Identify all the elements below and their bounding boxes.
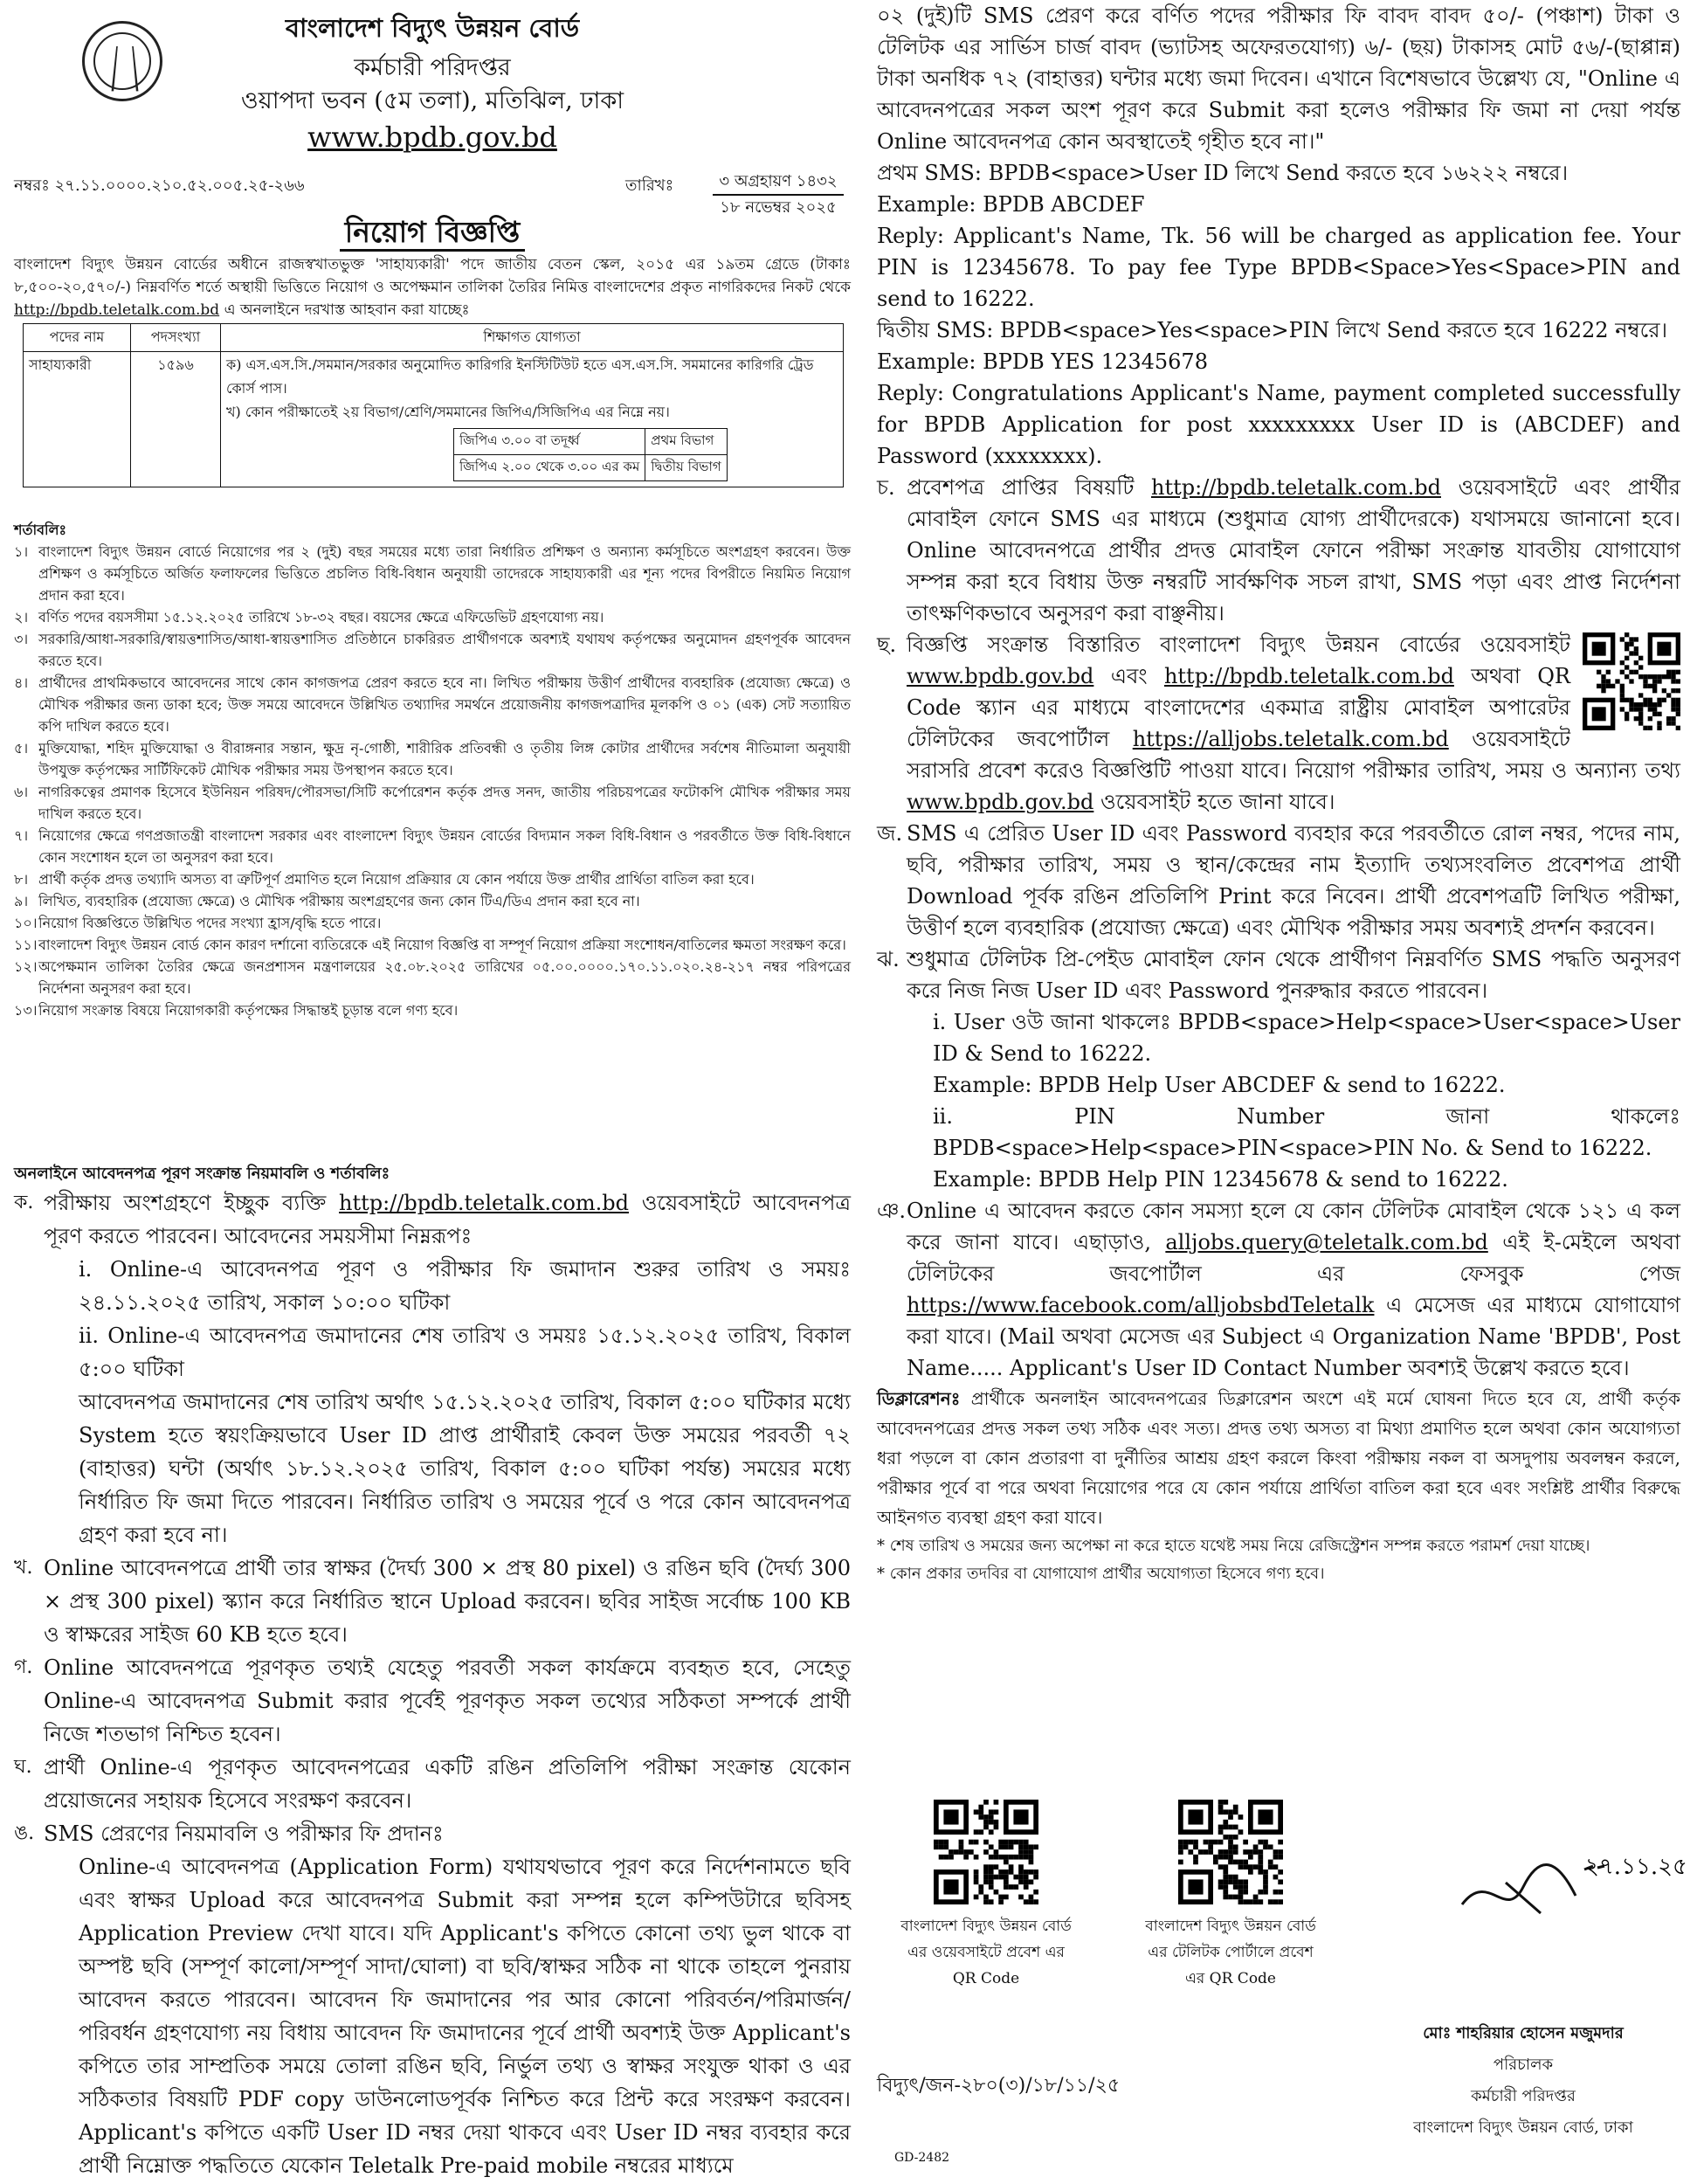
condition-number: ৬। bbox=[14, 784, 29, 800]
sms-second: দ্বিতীয় SMS: BPDB<space>Yes<space>PIN লিখে Send করতে হবে 16222 নম্বরে। bbox=[877, 318, 1668, 342]
sms-example-1: Example: BPDB ABCDEF bbox=[877, 192, 1145, 217]
condition-text: বর্ণিত পদের বয়সসীমা ১৫.১২.২০২৫ তারিখে ১৮-৩২ বছর। বয়সের ক্ষেত্রে এফিডেভিট গ্রহণযোগ্য নয়। bbox=[38, 609, 604, 625]
condition-text: সরকারি/আধা-সরকারি/স্বায়ত্তশাসিত/আধা-স্বায়ত্তশাসিত প্রতিষ্ঠানে চাকরিরত প্রার্থীগণকে অবশ্যই যথাযথ কর্তৃপক্ষের অনুমোদন গ্রহণপূর্বক আবেদন করতে হবে। bbox=[38, 631, 851, 669]
facebook-link[interactable]: https://www.facebook.com/alljobsbdTeletalk bbox=[907, 1293, 1375, 1317]
signatory-org: বাংলাদেশ বিদ্যুৎ উন্নয়ন বোর্ড, ঢাকা bbox=[1413, 2118, 1633, 2137]
declaration: ডিক্লারেশনঃ প্রার্থীকে অনলাইন আবেদনপত্রের ডিক্লারেশন অংশে এই মর্মে ঘোষনা দিতে হবে যে, প্রার্থী কর্তৃক আবেদনপত্রের প্রদত্ত সকল তথ্য সঠিক এবং সত্য। প্রদত্ত তথ্য অসত্য বা মিথ্যা প্রমাণিত হলে অথবা কোন অযোগ্যতা ধরা পড়লে বা কোন প্রতারণা বা দুর্নীতির আশ্রয় গ্রহণ করলে কিংবা পরীক্ষায় নকল বা অসদুপায় অবলম্বন করলে, পরীক্ষার পূর্বে বা পরে অথবা নিয়োগের পরে যে কোন পর্যায়ে প্রার্থিতা বাতিল করা হবে এবং সংশ্লিষ্ট প্রার্থীর বিরুদ্ধে আইনগত ব্যবস্থা গ্রহণ করা যাবে। bbox=[877, 1388, 1681, 1528]
rule-gha: ঘ. প্রার্থী Online-এ পূরণকৃত আবেদনপত্রের একটি রঙিন প্রতিলিপি পরীক্ষা সংক্রান্ত যেকোন প্রয়োজনের সহায়ক হিসেবে সংরক্ষণ করবেন। bbox=[14, 1755, 851, 1813]
ref-number: নম্বরঃ ২৭.১১.০০০০.২১০.৫২.০০৫.২৫-২৬৬ bbox=[14, 176, 305, 195]
application-rules bbox=[14, 1162, 851, 2182]
conditions-list bbox=[14, 541, 851, 1021]
dept-name: কর্মচারী পরিদপ্তর bbox=[354, 54, 511, 81]
qualification-b: খ) কোন পরীক্ষাতেই ২য় বিভাগ/শ্রেণি/সমমানের জিপিএ/সিজিপিএ এর নিম্নে নয়। bbox=[226, 404, 670, 420]
condition-item bbox=[14, 781, 851, 825]
end-date: ii. Online-এ আবেদনপত্র জমাদানের শেষ তারিখ ও সময়ঃ ১৫.১২.২০২৫ তারিখ, বিকাল ৫:০০ ঘটিকা bbox=[79, 1324, 851, 1381]
condition-number: ৪। bbox=[14, 674, 29, 691]
bpdb-website-qr: বাংলাদেশ বিদ্যুৎ উন্নয়ন বোর্ড এর ওয়েবসাইটে প্রবেশ এর QR Code bbox=[877, 1800, 1095, 1992]
condition-text: নিয়োগ সংক্রান্ত বিষয়ে নিয়োগকারী কর্তৃপক্ষের সিদ্ধান্তই চূড়ান্ত বলে গণ্য হবে। bbox=[38, 1002, 459, 1019]
condition-number: ১। bbox=[14, 543, 29, 560]
grade-row: জিপিএ ২.০০ থেকে ৩.০০ এর কম দ্বিতীয় বিভাগ bbox=[454, 455, 728, 481]
condition-number: ১২। bbox=[14, 958, 38, 975]
date-english: ১৮ নভেম্বর ২০২৫ bbox=[720, 198, 837, 217]
condition-item bbox=[14, 672, 851, 737]
header-count: পদসংখ্যা bbox=[131, 324, 221, 352]
sms-reply-2: Reply: Congratulations Applicant's Name, payment completed successfully for BPDB Application for post xxxxxxxxx User ID is (ABCDEF) and Password (xxxxxxxx). bbox=[877, 381, 1680, 468]
condition-item bbox=[14, 606, 851, 628]
qr-code-icon bbox=[934, 1800, 1038, 1904]
header-post: পদের নাম bbox=[24, 324, 131, 352]
condition-item bbox=[14, 541, 851, 606]
condition-text: প্রার্থী কর্তৃক প্রদত্ত তথ্যাদি অসত্য বা ত্রুটিপূর্ণ প্রমাণিত হলে নিয়োগ প্রক্রিয়ার যে কোন পর্যায়ে উক্ত প্রার্থীর প্রার্থিতা বাতিল করা হবে। bbox=[38, 871, 755, 888]
date-label: তারিখঃ bbox=[625, 176, 674, 195]
rule-kha: খ. Online আবেদনপত্রে প্রার্থী তার স্বাক্ষর (দৈর্ঘ্য 300 × প্রস্থ 80 pixel) ও রঙিন ছবি (দৈর্ঘ্য 300 × প্রস্থ 300 pixel) স্ক্যান করে নির্ধারিত স্থানে Upload করবেন। ছবির সাইজ সর্বোচ্চ 100 KB ও স্বাক্ষরের সাইজ 60 KB হতে হবে। bbox=[14, 1556, 851, 1647]
rules-heading: অনলাইনে আবেদনপত্র পূরণ সংক্রান্ত নিয়মাবলি ও শর্তাবলিঃ bbox=[14, 1165, 390, 1183]
grade-row: জিপিএ ৩.০০ বা তদূর্ধ্ব প্রথম বিভাগ bbox=[454, 429, 728, 455]
condition-text: অপেক্ষমান তালিকা তৈরির ক্ষেত্রে জনপ্রশাসন মন্ত্রণালয়ের ২৫.০৮.২০২৫ তারিখের ০৫.০০.০০০০.১৭০.১১.০২০.২৪-২১৭ নম্বর পরিপত্রের নির্দেশনা অনুসরণ করা হবে। bbox=[38, 958, 851, 997]
condition-text: নাগরিকত্বের প্রমাণক হিসেবে ইউনিয়ন পরিষদ/পৌরসভা/সিটি কর্পোরেশন কর্তৃক প্রদত্ত সনদ, জাতীয় পরিচয়পত্রের ফটোকপি মৌখিক পরীক্ষার সময় দাখিল করতে হবে। bbox=[38, 784, 851, 822]
rule-nya: ঞ. Online এ আবেদন করতে কোন সমস্যা হলে যে কোন টেলিটক মোবাইল থেকে ১২১ এ কল করে জানা যাবে। এছাড়াও, alljobs.query@teletalk.com.bd এই ই-মেইলে অথবা টেলিটকের জবপোর্টাল এর ফেসবুক পেজ https://www.facebook.com/alljobsbdTeletalk এ মেসেজ এর মাধ্যমে যোগাযোগ করা যাবে। (Mail অথবা মেসেজ এর Subject এ Organization Name 'BPDB', Post Name..... Applicant's User ID Contact Number অবশ্যই উল্লেখ করতে হবে। bbox=[877, 1199, 1680, 1380]
condition-text: নিয়োগ বিজ্ঞপ্তিতে উল্লিখিত পদের সংখ্যা হ্রাস/বৃদ্ধি হতে পারে। bbox=[38, 915, 382, 931]
start-date: i. Online-এ আবেদনপত্র পূরণ ও পরীক্ষার ফি জমাদান শুরুর তারিখ ও সময়ঃ ২৪.১১.২০২৫ তারিখ, সকাল ১০:০০ ঘটিকা bbox=[79, 1257, 851, 1315]
teletalk-portal-qr: বাংলাদেশ বিদ্যুৎ উন্নয়ন বোর্ড এর টেলিটক পোর্টালে প্রবেশ এর QR Code bbox=[1121, 1800, 1340, 1992]
signature-date: ২৭.১১.২৫ bbox=[1584, 1854, 1687, 1880]
rule-chha: ছ. বিজ্ঞপ্তি সংক্রান্ত বিস্তারিত বাংলাদেশ বিদ্যুৎ উন্নয়ন বোর্ডের ওয়েবসাইট www.bpdb.gov.bd এবং http://bpdb.teletalk.com.bd অথবা QR Code স্ক্যান এর মাধ্যমে বাংলাদেশের একমাত্র রাষ্ট্রীয় মোবাইল অপারেটর টেলিটকের জবপোর্টাল https://alljobs.teletalk.com.bd ওয়েবসাইটে সরাসরি প্রবেশ করেও বিজ্ঞপ্তিটি পাওয়া যাবে। নিয়োগ পরীক্ষার তারিখ, সময় ও অন্যান্য তথ্য www.bpdb.gov.bd ওয়েবসাইট হতে জানা যাবে। bbox=[877, 632, 1680, 814]
header-qualification: শিক্ষাগত যোগ্যতা bbox=[221, 324, 844, 352]
signature bbox=[1453, 1843, 1687, 1922]
memo-number: বিদ্যুৎ/জন-২৮০(৩)/১৮/১১/২৫ bbox=[877, 2075, 1121, 2097]
condition-text: নিয়োগের ক্ষেত্রে গণপ্রজাতন্ত্রী বাংলাদেশ সরকার এবং বাংলাদেশ বিদ্যুৎ উন্নয়ন বোর্ডের বিদ্যমান সকল বিধি-বিধান ও পরবর্তীতে উক্ত বিধি-বিধানে কোন সংশোধন হলে তা অনুসরণ করা হবে। bbox=[38, 827, 851, 866]
condition-item bbox=[14, 825, 851, 868]
condition-number: ৩। bbox=[14, 631, 29, 647]
condition-item bbox=[14, 999, 851, 1021]
table-row bbox=[24, 352, 844, 487]
left-column bbox=[14, 0, 851, 2184]
note-1: * শেষ তারিখ ও সময়ের জন্য অপেক্ষা না করে হাতে যথেষ্ট সময় নিয়ে রেজিস্ট্রেশন সম্পন্ন করতে পরামর্শ দেয়া যাচ্ছে। bbox=[877, 1537, 1590, 1555]
note-2: * কোন প্রকার তদবির বা যোগাযোগ প্রার্থীর অযোগ্যতা হিসেবে গণ্য হবে। bbox=[877, 1565, 1325, 1583]
right-column bbox=[877, 0, 1687, 2184]
condition-number: ৫। bbox=[14, 740, 29, 757]
sms-example-2: Example: BPDB YES 12345678 bbox=[877, 349, 1208, 374]
intro-paragraph: বাংলাদেশ বিদ্যুৎ উন্নয়ন বোর্ডের অধীনে রাজস্বখাতভুক্ত 'সাহায্যকারী' পদে জাতীয় বেতন স্কেল, ২০১৫ এর ১৯তম গ্রেডে (টাকাঃ ৮,৫০০-২০,৫৭০/-) নিম্নবর্ণিত শর্তে অস্থায়ী ভিত্তিতে নিয়োগ ও অপেক্ষমান তালিকা তৈরির নিমিত্ত বাংলাদেশের প্রকৃত নাগরিকদের নিকট থেকে http://bpdb.teletalk.com.bd এ অনলাইনে দরখাস্ত আহবান করা যাচ্ছেঃ bbox=[14, 256, 851, 319]
qualification-cell bbox=[221, 352, 844, 487]
condition-number: ৮। bbox=[14, 871, 29, 888]
org-name: বাংলাদেশ বিদ্যুৎ উন্নয়ন বোর্ড bbox=[285, 13, 580, 43]
condition-item bbox=[14, 737, 851, 781]
rule-ka: ক. পরীক্ষায় অংশগ্রহণে ইচ্ছুক ব্যক্তি http://bpdb.teletalk.com.bd ওয়েবসাইটে আবেদনপত্র পূরণ করতে পারবেন। আবেদনের সময়সীমা নিম্নরূপঃ i. Online-এ আবেদনপত্র পূরণ ও পরীক্ষার ফি জমাদান শুরুর তারিখ ও সময়ঃ ২৪.১১.২০২৫ তারিখ, সকাল ১০:০০ ঘটিকা ii. Online-এ আবেদনপত্র জমাদানের শেষ তারিখ ও সময়ঃ ১৫.১২.২০২৫ তারিখ, বিকাল ৫:০০ ঘটিকা আবেদনপত্র জমাদানের শেষ তারিখ অর্থাৎ ১৫.১২.২০২৫ তারিখ, বিকাল ৫:০০ ঘটিকার মধ্যে System হতে স্বয়ংক্রিয়ভাবে User ID প্রাপ্ত প্রার্থীরাই কেবল উক্ত সময়ের পরবর্তী ৭২ (বাহাত্তর) ঘন্টা (অর্থাৎ ১৮.১২.২০২৫ তারিখ, বিকাল ৫:০০ ঘটিকা পর্যন্ত) সময়ের মধ্যে নির্ধারিত ফি জমা দিতে পারবেন। নির্ধারিত তারিখ ও সময়ের পূর্বে ও পরে কোন আবেদনপত্র গ্রহণ করা হবে না। bbox=[14, 1186, 851, 1552]
condition-text: লিখিত, ব্যবহারিক (প্রযোজ্য ক্ষেত্রে) ও মৌখিক পরীক্ষায় অংশগ্রহণের জন্য কোন টিএ/ডিএ প্রদান করা হবে না। bbox=[38, 893, 640, 909]
condition-number: ১৩। bbox=[14, 1002, 38, 1019]
post-count: ১৫৯৬ bbox=[131, 352, 221, 487]
bpdb-website-link[interactable]: www.bpdb.gov.bd bbox=[907, 790, 1094, 814]
sms-continuation: ০২ (দুই)টি SMS প্রেরণ করে বর্ণিত পদের পরীক্ষার ফি বাবদ বাবদ ৫০/- (পঞ্চাশ) টাকা ও টেলিটক এর সার্ভিস চার্জ বাবদ (ভ্যাটসহ অফেরতযোগ্য) ৬/- (ছয়) টাকাসহ মোট ৫৬/-(ছাপ্পান্ন) টাকা অনধিক ৭২ (বাহাত্তর) ঘন্টার মধ্যে জমা দিবেন। এখানে বিশেষভাবে উল্লেখ্য যে, "Online এ আবেদনপত্রের সকল অংশ পূরণ করে Submit করা হলেও পরীক্ষার ফি জমা না দেয়া পর্যন্ত Online আবেদনপত্র কোন অবস্থাতেই গৃহীত হবে না।" bbox=[877, 3, 1680, 154]
condition-text: মুক্তিযোদ্ধা, শহিদ মুক্তিযোদ্ধা ও বীরাঙ্গনার সন্তান, ক্ষুদ্র নৃ-গোষ্ঠী, শারীরিক প্রতিবন্ধী ও তৃতীয় লিঙ্গ কোটার প্রার্থীদের সর্বশেষ নীতিমালা অনুযায়ী উপযুক্ত কর্তৃপক্ষের সার্টিফিকেট মৌখিক পরীক্ষার সময় উপস্থাপন করতে হবে। bbox=[38, 740, 851, 778]
rule-ga: গ. Online আবেদনপত্রে পূরণকৃত তথ্যই যেহেতু পরবর্তী সকল কার্যক্রমে ব্যবহৃত হবে, সেহেতু Online-এ আবেদনপত্র Submit করার পূর্বেই পূরণকৃত সকল তথ্যের সঠিকতা সম্পর্কে প্রার্থী নিজে শতভাগ নিশ্চিত হবেন। bbox=[14, 1655, 851, 1746]
rule-uma: ঙ. SMS প্রেরণের নিয়মাবলি ও পরীক্ষার ফি প্রদানঃ Online-এ আবেদনপত্র (Application Form) যথাযথভাবে পূরণ করে নির্দেশনামতে ছবি এবং স্বাক্ষর Upload করে আবেদনপত্র Submit করা সম্পন্ন হলে কম্পিউটারে ছবিসহ Application Preview দেখা যাবে। যদি Applicant's কপিতে কোনো তথ্য ভুল থাকে বা অস্পষ্ট ছবি (সম্পূর্ণ কালো/সম্পূর্ণ সাদা/ঘোলা) বা ছবি/স্বাক্ষর সঠিক না থাকে তাহলে পুনরায় আবেদন করতে পারবেন। আবেদন ফি জমাদানের পর আর কোনো পরিবর্তন/পরিমার্জন/পরিবর্ধন গ্রহণযোগ্য নয় বিধায় আবেদন ফি জমাদানের পূর্বে প্রার্থী অবশ্যই উক্ত Applicant's কপিতে তার সাম্প্রতিক সময়ে তোলা রঙিন ছবি, নির্ভুল তথ্য ও স্বাক্ষর সংযুক্ত থাকা ও এর সঠিকতার বিষয়টি PDF copy ডাউনলোডপূর্বক নিশ্চিত করে প্রিন্ট করে সংরক্ষণ করবেন। Applicant's কপিতে একটি User ID নম্বর দেয়া থাকবে এবং User ID নম্বর ব্যবহার করে প্রার্থী নিম্নোক্ত পদ্ধতিতে যেকোন Teletalk Pre-paid mobile নম্বরের মাধ্যমে bbox=[14, 1817, 851, 2182]
condition-number: ১০। bbox=[14, 915, 38, 931]
condition-number: ৯। bbox=[14, 893, 29, 909]
address: ওয়াপদা ভবন (৫ম তলা), মতিঝিল, ঢাকা bbox=[240, 87, 624, 114]
condition-number: ৭। bbox=[14, 827, 29, 844]
qualification-a: ক) এস.এস.সি./সমমান/সরকার অনুমোদিত কারিগরি ইনস্টিটিউট হতে এস.এস.সি. সমমানের কারিগরি ট্রেড কোর্স পাস। bbox=[226, 356, 814, 397]
letterhead bbox=[14, 9, 851, 175]
notice-title: নিয়োগ বিজ্ঞপ্তি bbox=[14, 210, 851, 259]
condition-item bbox=[14, 868, 851, 890]
grade-table bbox=[453, 428, 728, 481]
signatory-title: পরিচালক bbox=[1493, 2056, 1554, 2074]
post-name: সাহায্যকারী bbox=[24, 352, 131, 487]
signatory-dept: কর্মচারী পরিদপ্তর bbox=[1471, 2087, 1576, 2105]
condition-item bbox=[14, 890, 851, 912]
sms-reply-1: Reply: Applicant's Name, Tk. 56 will be charged as application fee. Your PIN is 12345678. To pay fee Type BPDB<Space>Yes<Space>PIN and send to 16222. bbox=[877, 224, 1680, 311]
bpdb-website-link[interactable]: www.bpdb.gov.bd bbox=[907, 664, 1094, 688]
conditions-section bbox=[14, 519, 851, 1021]
job-table bbox=[23, 323, 844, 487]
signatory-name: মোঃ শাহরিয়ার হোসেন মজুমদার bbox=[1423, 2024, 1624, 2042]
condition-item bbox=[14, 912, 851, 934]
bpdb-logo-icon bbox=[82, 21, 162, 101]
signatory-block bbox=[1366, 2018, 1680, 2144]
condition-number: ২। bbox=[14, 609, 29, 625]
rule-ja: জ. SMS এ প্রেরিত User ID এবং Password ব্যবহার করে পরবর্তীতে রোল নম্বর, পদের নাম, ছবি, পরীক্ষার তারিখ, সময় ও স্থান/কেন্দ্রের নাম ইত্যাদি তথ্যসংবলিত প্রবেশপত্র প্রার্থী Download পূর্বক রঙিন প্রতিলিপি Print করে নিবেন। প্রার্থী প্রবেশপত্রটি লিখিত পরীক্ষা, উত্তীর্ণ হলে ব্যবহারিক (প্রযোজ্য ক্ষেত্রে) এবং মৌখিক পরীক্ষার সময় অবশ্যই প্রদর্শন করবেন। bbox=[877, 821, 1680, 940]
sms-heading: SMS প্রেরণের নিয়মাবলি ও পরীক্ষার ফি প্রদানঃ bbox=[44, 1821, 444, 1846]
teletalk-link[interactable]: http://bpdb.teletalk.com.bd bbox=[1163, 664, 1454, 688]
support-email-link[interactable]: alljobs.query@teletalk.com.bd bbox=[1165, 1230, 1488, 1254]
teletalk-link[interactable]: http://bpdb.teletalk.com.bd bbox=[339, 1191, 630, 1215]
condition-text: বাংলাদেশ বিদ্যুৎ উন্নয়ন বোর্ড কোন কারণ দর্শানো ব্যতিরেকে এই নিয়োগ বিজ্ঞপ্তি বা সম্পূর্ণ নিয়োগ প্রক্রিয়া সংশোধন/বাতিলের ক্ষমতা সংরক্ষণ করে। bbox=[38, 936, 846, 953]
rule-jha: ঝ. শুধুমাত্র টেলিটক প্রি-পেইড মোবাইল ফোন থেকে প্রার্থীগণ নিম্নবর্ণিত SMS পদ্ধতি অনুসরণ করে নিজ নিজ User ID এবং Password পুনরুদ্ধার করতে পারবেন। i. User ওউ জানা থাকলেঃ BPDB<space>Help<space>User<space>User ID & Send to 16222. Example: BPDB Help User ABCDEF & send to 16222. ii. PIN Number জানা থাকলেঃ BPDB<space>Help<space>PIN<space>PIN No. & Send to 16222. Example: BPDB Help PIN 12345678 & send to 16222. bbox=[877, 947, 1680, 1192]
condition-number: ১১। bbox=[14, 936, 38, 953]
date-bangla: ৩ অগ্রহায়ণ ১৪৩২ bbox=[713, 169, 844, 196]
sms-first: প্রথম SMS: BPDB<space>User ID লিখে Send করতে হবে ১৬২২২ নম্বরে। bbox=[877, 161, 1569, 185]
teletalk-link[interactable]: http://bpdb.teletalk.com.bd bbox=[1151, 475, 1441, 500]
condition-item bbox=[14, 934, 851, 956]
qr-code-icon bbox=[1178, 1800, 1283, 1904]
gd-number: GD-2482 bbox=[894, 2151, 950, 2165]
condition-item bbox=[14, 628, 851, 672]
right-text bbox=[877, 0, 1680, 1588]
qr-code-icon bbox=[1583, 632, 1680, 730]
alljobs-link[interactable]: https://alljobs.teletalk.com.bd bbox=[1132, 727, 1449, 751]
fee-note: আবেদনপত্র জমাদানের শেষ তারিখ অর্থাৎ ১৫.১২.২০২৫ তারিখ, বিকাল ৫:০০ ঘটিকার মধ্যে System হতে স্বয়ংক্রিয়ভাবে User ID প্রাপ্ত প্রার্থীরাই কেবল উক্ত সময়ের পরবর্তী ৭২ (বাহাত্তর) ঘন্টা (অর্থাৎ ১৮.১২.২০২৫ তারিখ, বিকাল ৫:০০ ঘটিকা পর্যন্ত) সময়ের মধ্যে নির্ধারিত ফি জমা দিতে পারবেন। নির্ধারিত তারিখ ও সময়ের পূর্বে ও পরে কোন আবেদনপত্র গ্রহণ করা হবে না। bbox=[79, 1390, 851, 1547]
website-link[interactable]: www.bpdb.gov.bd bbox=[307, 121, 557, 154]
conditions-heading: শর্তাবলিঃ bbox=[14, 522, 67, 538]
condition-text: প্রার্থীদের প্রাথমিকভাবে আবেদনের সাথে কোন কাগজপত্র প্রেরণ করতে হবে না। লিখিত পরীক্ষায় উত্তীর্ণ প্রার্থীদের ব্যবহারিক (প্রযোজ্য ক্ষেত্রে) ও মৌখিক পরীক্ষার জন্য ডাকা হবে; উক্ত সময়ে আবেদনে উল্লিখিত তথ্যাদির সমর্থনে প্রয়োজনীয় কাগজপত্রাদির মূলকপি ও ০১ (এক) সেট সত্যায়িত কপি দাখিল করতে হবে। bbox=[38, 674, 851, 735]
condition-item bbox=[14, 956, 851, 999]
rule-cha: চ. প্রবেশপত্র প্রাপ্তির বিষয়টি http://bpdb.teletalk.com.bd ওয়েবসাইটে এবং প্রার্থীর মোবাইল ফোনে SMS এর মাধ্যমে (শুধুমাত্র যোগ্য প্রার্থীদেরকে) যথাসময়ে জানানো হবে। Online আবেদনপত্রে প্রার্থীর প্রদত্ত মোবাইল ফোনে পরীক্ষা সংক্রান্ত যাবতীয় যোগাযোগ সম্পন্ন করা হবে বিধায় উক্ত নম্বরটি সার্বক্ষণিক সচল রাখা, SMS পড়া এবং প্রাপ্ত নির্দেশনা তাৎক্ষণিকভাবে অনুসরণ করা বাঞ্ছনীয়। bbox=[877, 475, 1680, 625]
condition-text: বাংলাদেশ বিদ্যুৎ উন্নয়ন বোর্ডে নিয়োগের পর ২ (দুই) বছর সময়ের মধ্যে তারা নির্ধারিত প্রশিক্ষণ ও অন্যান্য কর্মসূচিতে অংশগ্রহণ করবেন। উক্ত প্রশিক্ষণ ও কর্মসূচিতে অর্জিত ফলাফলের ভিত্তিতে প্রচলিত বিধি-বিধান অনুযায়ী তাদেরকে সাহায্যকারী এর শূন্য পদের বিপরীতে নিয়মিত নিয়োগ প্রদান করা হবে। bbox=[38, 543, 851, 604]
teletalk-link[interactable]: http://bpdb.teletalk.com.bd bbox=[14, 301, 220, 319]
table-header-row bbox=[24, 324, 844, 352]
